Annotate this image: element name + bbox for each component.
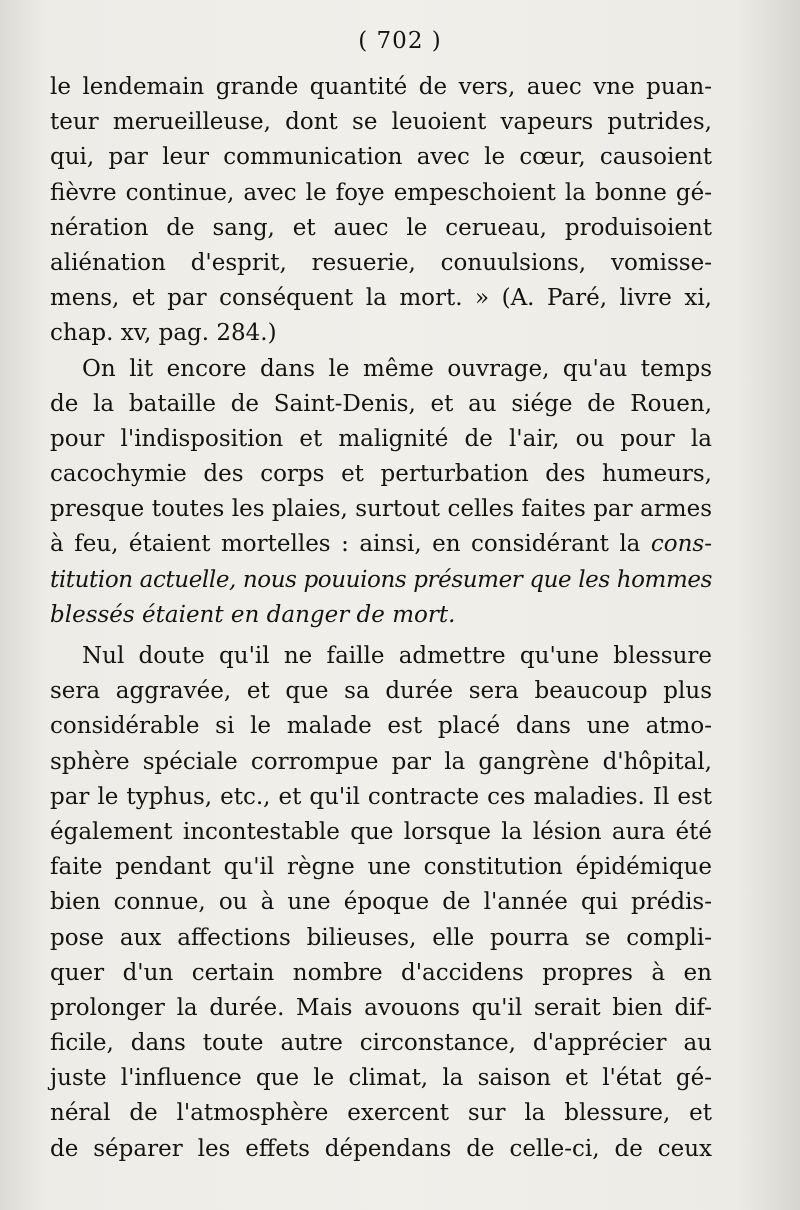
text-line: qui, par leur communication avec le cœur, causoient (50, 144, 712, 171)
text-line: Nul doute qu'il ne faille admettre qu'une blessure (82, 643, 712, 669)
text-line: nération de sang, et auec le cerueau, produisoient (50, 214, 712, 241)
text-line: pour l'indisposition et malignité de l'air, ou pour la (50, 425, 712, 452)
text-line: par le typhus, etc., et qu'il contracte ces maladies. Il est (50, 783, 712, 810)
text-line: chap. xv, pag. 284.) (50, 320, 277, 347)
text-line: aliénation d'esprit, resuerie, conuulsions, vomisse- (50, 249, 712, 276)
text-line: à feu, étaient mortelles : ainsi, en considérant la cons- (50, 531, 712, 558)
text-line: quer d'un certain nombre d'accidens propres à en (50, 959, 712, 986)
paragraph-nul-doute (50, 639, 712, 1167)
text-line: également incontestable que lorsque la lésion aura été (50, 818, 712, 845)
text-line: sera aggravée, et que sa durée sera beaucoup plus (50, 678, 712, 705)
text-line: le lendemain grande quantité de vers, auec vne puan- (50, 74, 712, 100)
text-line: considérable si le malade est placé dans une atmo- (50, 713, 712, 740)
text-line: prolonger la durée. Mais avouons qu'il serait bien dif- (50, 994, 712, 1021)
text-line: néral de l'atmosphère exercent sur la blessure, et (50, 1100, 712, 1127)
text-line: presque toutes les plaies, surtout celles faites par armes (50, 496, 712, 523)
text-line: blessés étaient en danger de mort. (50, 601, 456, 628)
text-line: sphère spéciale corrompue par la gangrène d'hôpital, (50, 748, 712, 775)
text-line: ficile, dans toute autre circonstance, d'apprécier au (50, 1030, 712, 1057)
text-line: cacochymie des corps et perturbation des humeurs, (50, 461, 712, 488)
text-line: bien connue, ou à une époque de l'année qui prédis- (50, 889, 712, 916)
text-line: fièvre continue, avec le foye empeschoient la bonne gé- (50, 179, 712, 206)
text-line: titution actuelle, nous pouuions présumer que les hommes (50, 566, 712, 593)
text-line: On lit encore dans le même ouvrage, qu'au temps (82, 355, 712, 382)
body-text (50, 70, 712, 1167)
text-line: juste l'influence que le climat, la saison et l'état gé- (50, 1065, 712, 1092)
text-line: faite pendant qu'il règne une constitution épidémique (50, 854, 712, 881)
text-line: teur merueilleuse, dont se leuoient vapeurs putrides, (50, 109, 712, 136)
text-line: pose aux affections bilieuses, elle pourra se compli- (50, 924, 712, 951)
paragraph-quote-continuation (50, 70, 712, 352)
text-line: de séparer les effets dépendans de celle-ci, de ceux (50, 1135, 712, 1162)
italic-text: cons- (650, 531, 712, 558)
page-number: ( 702 ) (358, 28, 442, 54)
text-line: de la bataille de Saint-Denis, et au siége de Rouen, (50, 390, 712, 417)
paragraph-bataille (50, 352, 712, 634)
text-line: mens, et par conséquent la mort. » (A. Paré, livre xi, (50, 285, 712, 312)
